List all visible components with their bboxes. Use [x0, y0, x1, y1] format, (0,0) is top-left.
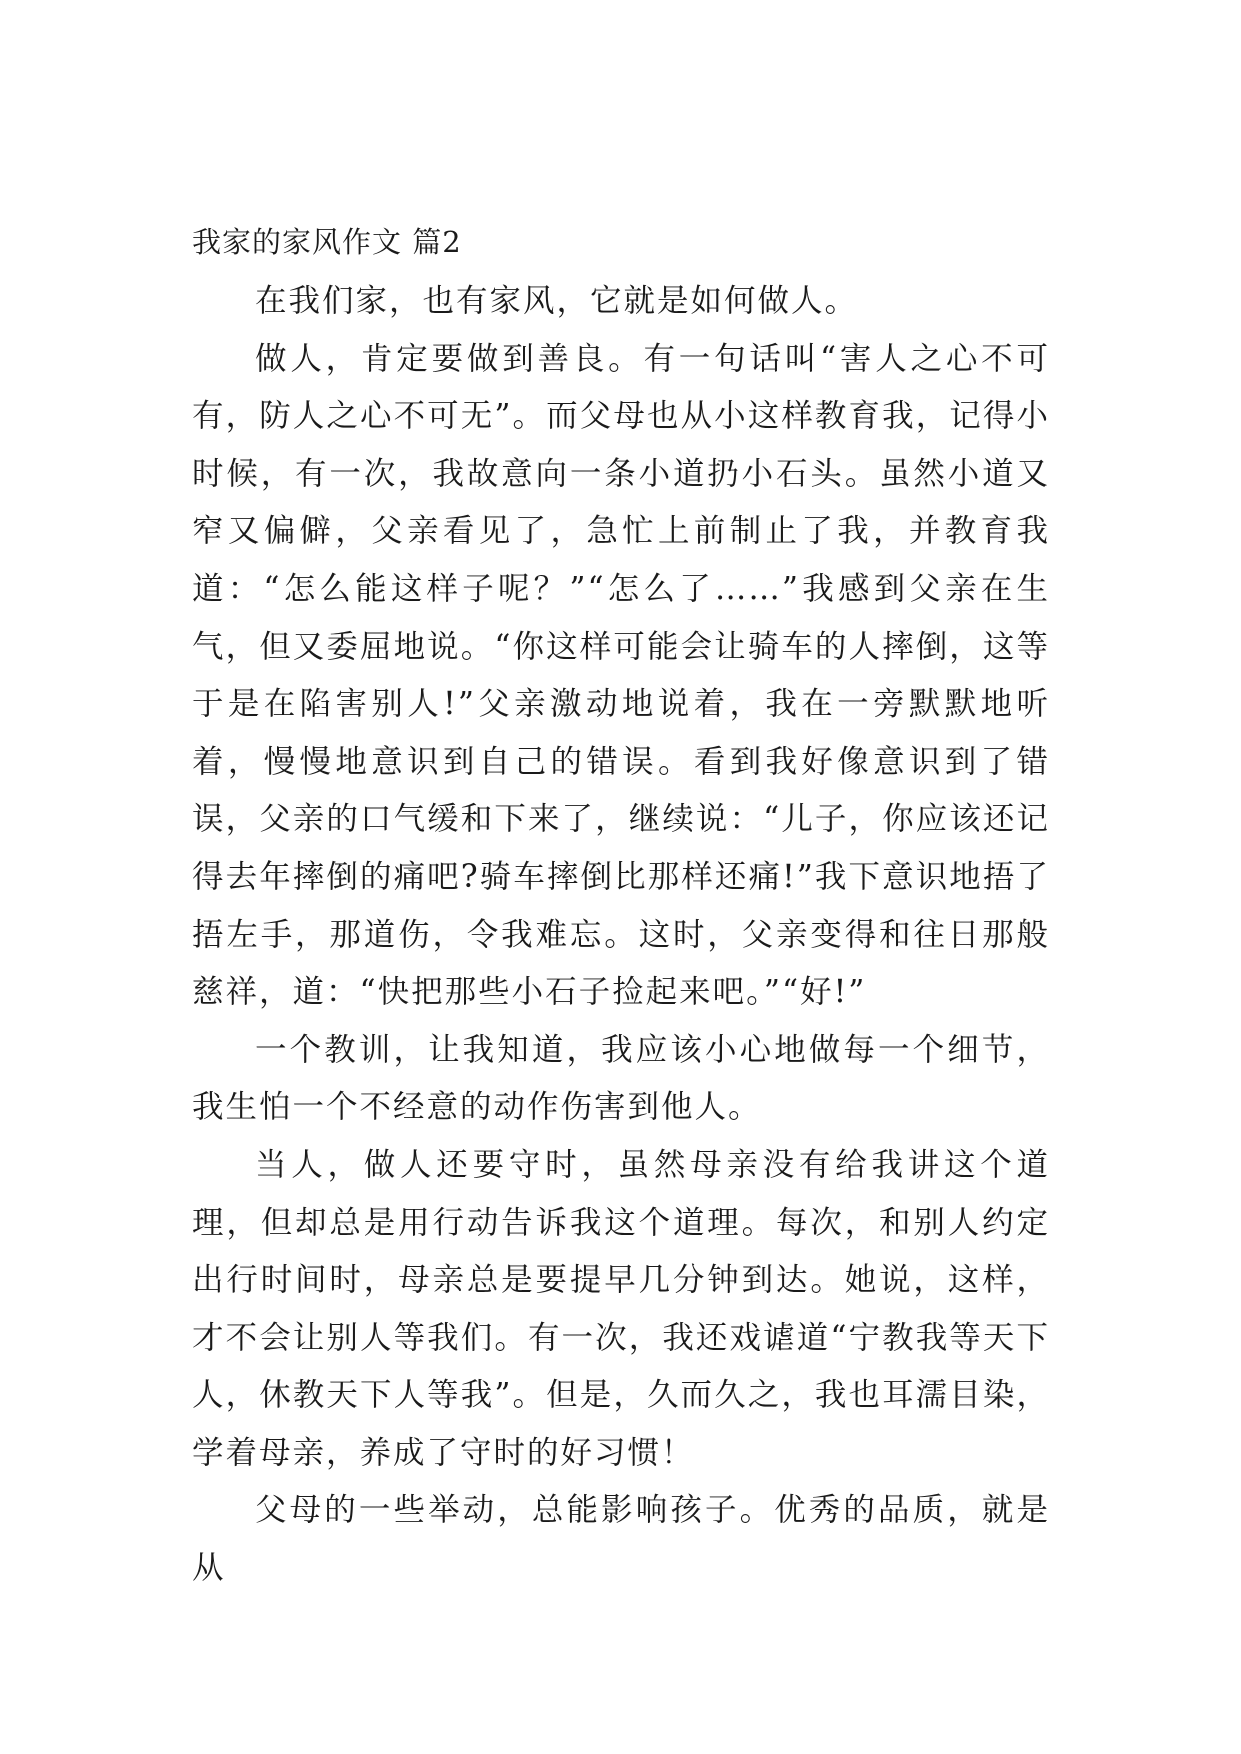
document-title: 我家的家风作文 篇2 — [192, 225, 462, 259]
paragraph: 父母的一些举动，总能影响孩子。优秀的品质，就是从 — [192, 1492, 1050, 1587]
paragraph: 当人，做人还要守时，虽然母亲没有给我讲这个道理，但却总是用行动告诉我这个道理。每次，和别人约定出行时间时，母亲总是要提早几分钟到达。她说，这样，才不会让别人等我们。有一次，我还戏谑道“宁教我等天下人，休教天下人等我”。但是，久而久之，我也耳濡目染，学着母亲，养成了守时的好习惯！ — [192, 1146, 1050, 1471]
paragraph: 做人，肯定要做到善良。有一句话叫“害人之心不可有，防人之心不可无”。而父母也从小这样教育我，记得小时候，有一次，我故意向一条小道扔小石头。虽然小道又窄又偏僻，父亲看见了，急忙上前制止了我，并教育我道：“怎么能这样子呢？”“怎么了……”我感到父亲在生气，但又委屈地说。“你这样可能会让骑车的人摔倒，这等于是在陷害别人!”父亲激动地说着，我在一旁默默地听着，慢慢地意识到自己的错误。看到我好像意识到了错误，父亲的口气缓和下来了，继续说：“儿子，你应该还记得去年摔倒的痛吧?骑车摔倒比那样还痛!”我下意识地捂了捂左手，那道伤，令我难忘。这时，父亲变得和往日那般慈祥，道：“快把那些小石子捡起来吧。”“好!” — [192, 340, 1050, 1011]
paragraph: 一个教训，让我知道，我应该小心地做每一个细节，我生怕一个不经意的动作伤害到他人。 — [192, 1031, 1050, 1126]
document-body — [192, 273, 1050, 1598]
paragraph: 在我们家，也有家风，它就是如何做人。 — [255, 283, 859, 319]
